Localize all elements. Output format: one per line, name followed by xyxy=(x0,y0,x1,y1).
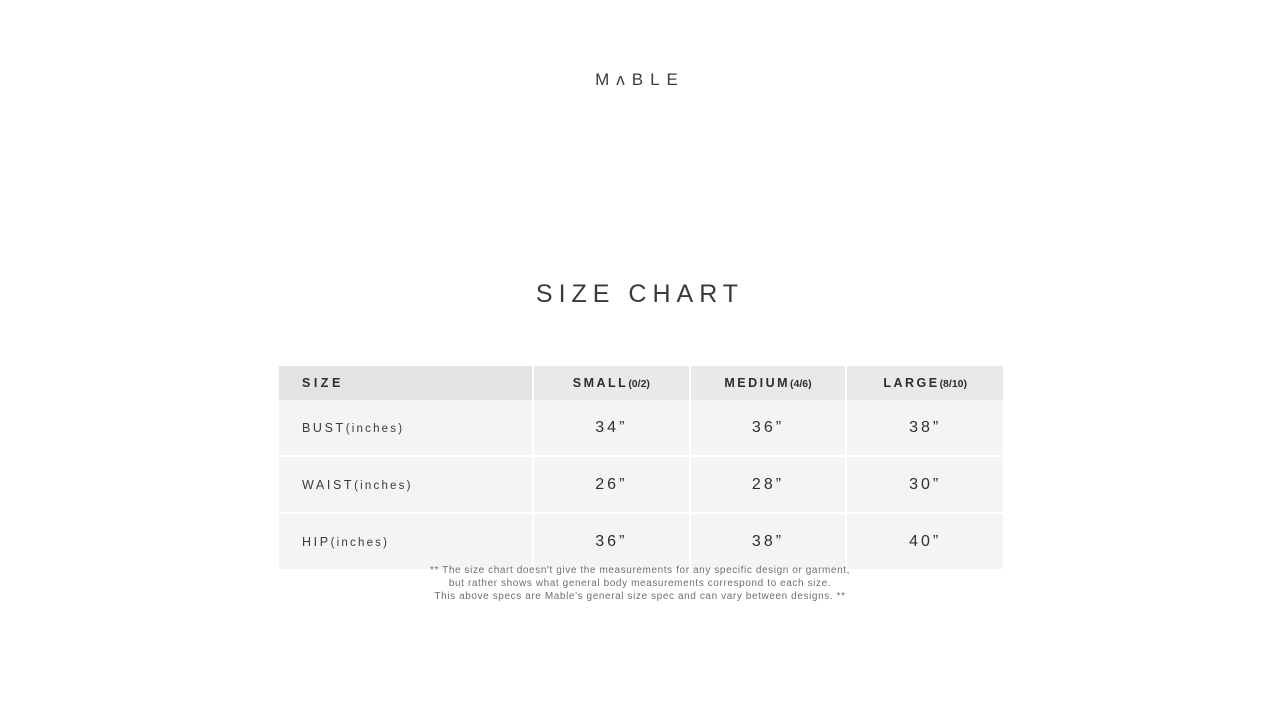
row-label-hip-unit: (inches) xyxy=(330,536,390,549)
footnote xyxy=(0,564,1280,603)
cell-hip-medium: 38” xyxy=(690,513,847,569)
table-row xyxy=(279,456,1003,513)
row-label-waist-unit: (inches) xyxy=(354,479,413,492)
row-label-hip xyxy=(279,513,533,569)
size-chart-table xyxy=(279,366,1003,569)
footnote-line-2: but rather shows what general body measurements correspond to each size. xyxy=(448,578,832,589)
cell-waist-small: 26” xyxy=(533,456,690,513)
cell-waist-medium: 28” xyxy=(690,456,847,513)
column-header-small xyxy=(533,366,690,400)
row-label-waist-text: WAIST xyxy=(302,477,355,492)
column-header-large-sub: (8/10) xyxy=(939,378,967,390)
row-label-bust xyxy=(279,400,533,456)
row-label-hip-text: HIP xyxy=(302,534,331,549)
column-header-medium-sub: (4/6) xyxy=(790,378,812,390)
cell-hip-small: 36” xyxy=(533,513,690,569)
column-header-medium-label: MEDIUM xyxy=(724,376,791,390)
column-header-size: SIZE xyxy=(279,366,533,400)
column-header-small-label: SMALL xyxy=(572,376,629,390)
column-header-large-label: LARGE xyxy=(883,376,940,390)
table-row xyxy=(279,400,1003,456)
footnote-line-1: ** The size chart doesn't give the measurements for any specific design or garment, xyxy=(429,565,851,576)
cell-bust-medium: 36” xyxy=(690,400,847,456)
row-label-bust-text: BUST xyxy=(302,420,346,435)
cell-bust-small: 34” xyxy=(533,400,690,456)
table-header-row xyxy=(279,366,1003,400)
table-row xyxy=(279,513,1003,569)
brand-logo: MʌBLE xyxy=(595,70,685,89)
cell-hip-large: 40” xyxy=(846,513,1003,569)
row-label-waist xyxy=(279,456,533,513)
cell-bust-large: 38” xyxy=(846,400,1003,456)
column-header-medium xyxy=(690,366,847,400)
row-label-bust-unit: (inches) xyxy=(345,422,405,435)
size-chart-table-wrapper xyxy=(279,366,1003,569)
footnote-line-3: This above specs are Mable's general size spec and can vary between designs. ** xyxy=(434,591,846,602)
cell-waist-large: 30” xyxy=(846,456,1003,513)
column-header-small-sub: (0/2) xyxy=(628,378,650,390)
column-header-large xyxy=(846,366,1003,400)
table-header xyxy=(279,366,1003,400)
table-body xyxy=(279,400,1003,569)
page-title: SIZE CHART xyxy=(535,280,745,308)
